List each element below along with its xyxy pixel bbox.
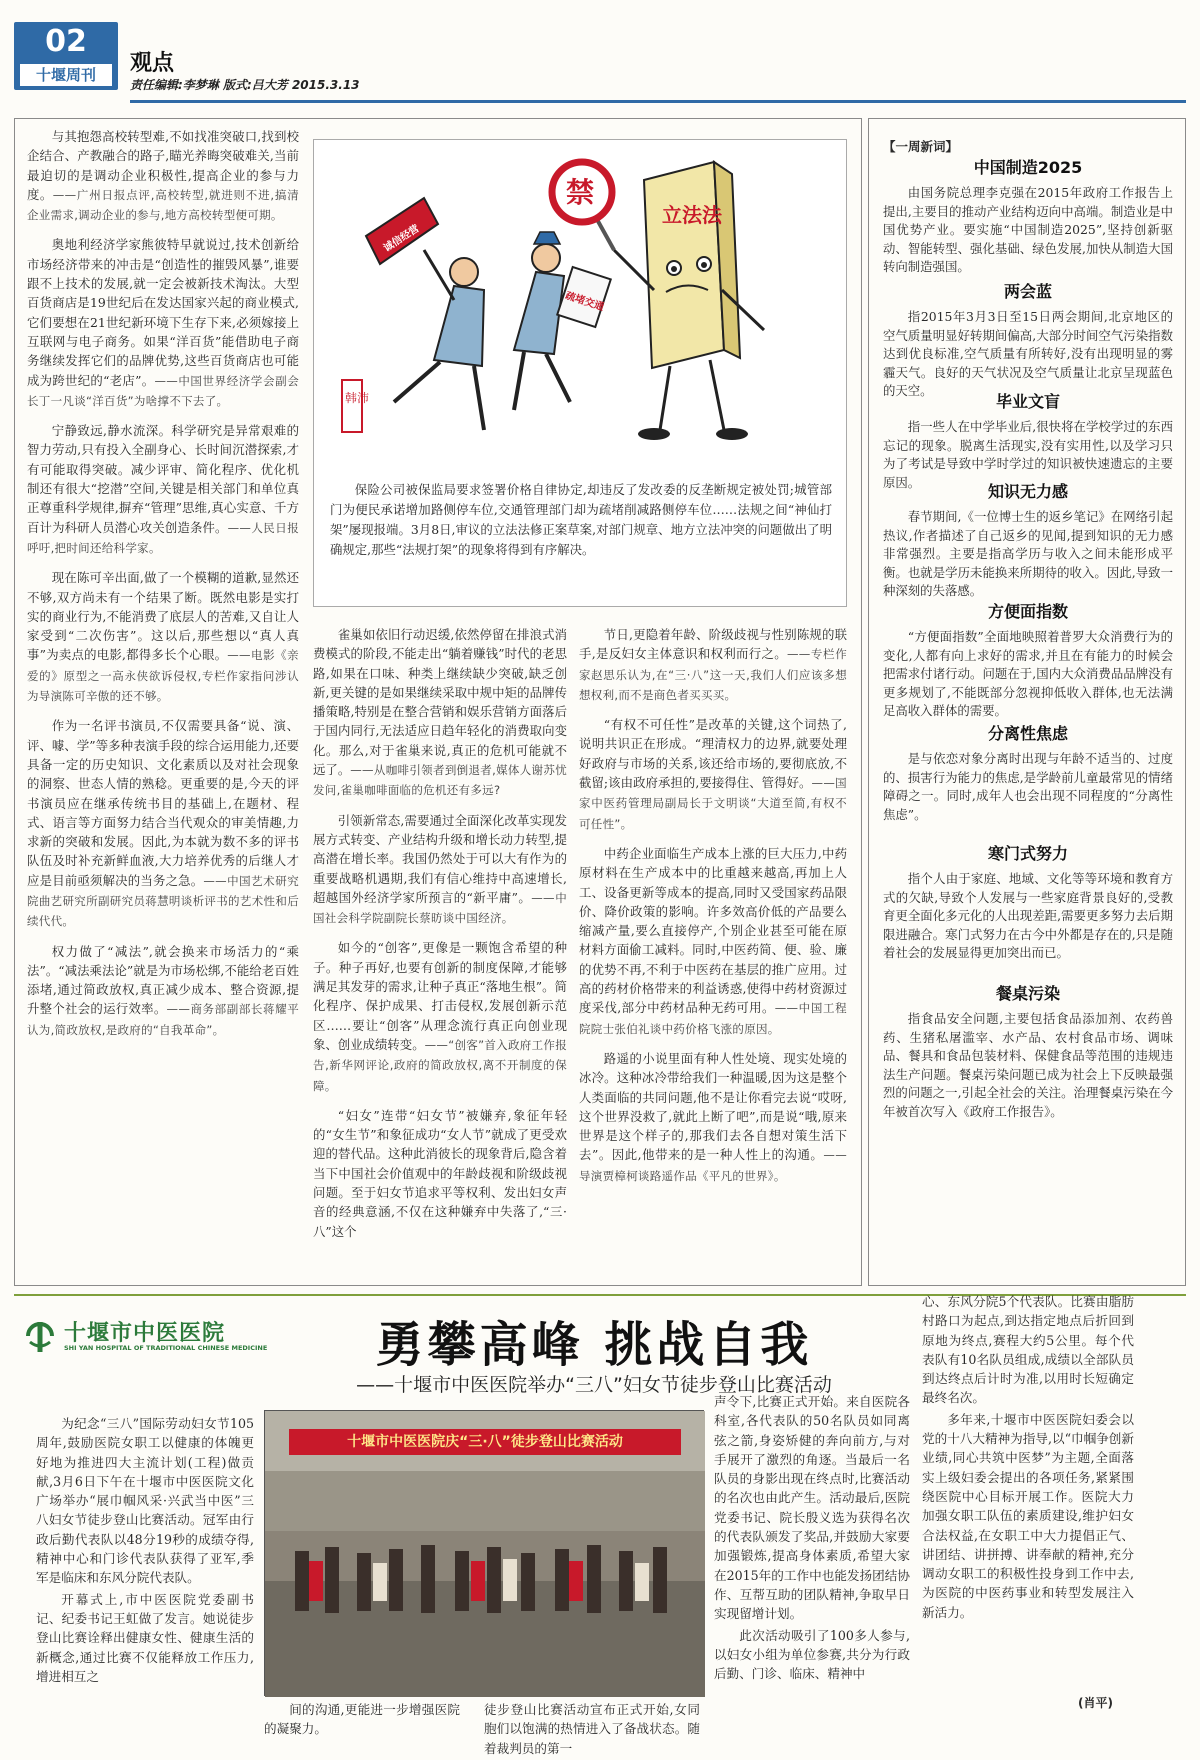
opinion-source: ——电影《亲爱的》原型之一高永侠欲诉侵权,专栏作家指问涉认为导演陈可辛傲的还不够。 (27, 648, 299, 704)
feature-paragraph: 开幕式上,市中医医院党委副书记、纪委书记王虹做了发言。她说徒步登山比赛诠释出健康女性、健康生活的新概念,通过比赛不仅能释放工作压力,增进相互之 (36, 1591, 254, 1684)
opinion-paragraph (579, 844, 847, 1039)
opinion-source: ——从咖啡引领者到倒退者,媒体人谢苏忧发问,雀巢咖啡面临的危机还有多远? (313, 763, 568, 798)
ban-label: 禁 (566, 176, 595, 209)
opinion-column-2 (313, 625, 567, 1251)
opinion-paragraph (313, 625, 567, 801)
opinion-paragraph (579, 715, 847, 834)
hospital-name: 十堰市中医医院 (64, 1321, 226, 1346)
term-definition: 指一些人在中学毕业后,很快将在学校学过的东西忘记的现象。脱离生活现实,没有实用性,以及学习只为了考试是导致中学时学过的知识被快速遗忘的主要原因。 (883, 419, 1173, 490)
term-title: 毕业文盲 (995, 392, 1060, 411)
opinion-paragraph (313, 1106, 567, 1241)
opinion-text: 奥地利经济学家熊彼特早就说过,技术创新给市场经济带来的冲击是“创造性的摧毁风暴”,谁要跟不上技术的发展,就一定会被新技术淘汰。大型百货商店是19世纪后在发达国家兴起的商业模式,它们要想在21世纪新环境下生存下来,必须嫁接上互联网与电子商务。如果“洋百货”能借助电子商务继续发挥它们的品牌优势,这些百货商店也可能成为跨世纪的“老店”。 (27, 237, 299, 388)
term-entry (883, 279, 1173, 401)
term-definition: 是与依恋对象分离时出现与年龄不适当的、过度的、损害行为能力的焦虑,是学龄前儿童最常见的情绪障碍之一。同时,成年人也会出现不同程度的“分离性焦虑”。 (883, 751, 1173, 822)
opinion-source: ——中国世界经济学会副会长丁一凡谈“洋百货”为啥撑不下去了。 (27, 373, 299, 408)
opinion-source: ——导演贾樟柯谈路遥作品《平凡的世界》。 (579, 1148, 847, 1183)
feature-paragraph: 声令下,比赛正式开始。来自医院各科室,各代表队的50名队员如同离弦之箭,身姿矫健的奔向前方,与对手展开了激烈的角逐。当最后一名队员的身影出现在终点时,比赛活动的名次也由此产生。活动最后,医院党委书记、院长殷义选为获得名次的代表队颁发了奖品,并鼓励大家要加强锻炼,提高身体素质,希望大家在2015年的工作中也能发扬团结协作、互帮互助的团队精神,争取早日实现留增计划。 (714, 1394, 910, 1622)
opinion-text: 雀巢如依旧行动迟缓,依然停留在排浪式消费模式的阶段,不能走出“躺着赚钱”时代的老思路,如果在口味、种类上继续缺少突破,缺乏创新,更关键的是如果继续采取中规中矩的品牌传播策略,特别是在整合营销和娱乐营销方面落后于国内同行,无法适应日趋年轻化的消费取向变化。那么,对于雀巢来说,真正的危机可能就不远了。 (313, 627, 567, 778)
term-title: 寒门式努力 (987, 844, 1068, 863)
opinion-text: 如今的“创客”,更像是一颗饱含希望的种子。种子再好,也要有创新的制度保障,才能够满足其发芽的需求,让种子真正“落地生根”。简化程序、保护成果、打击侵权,发展创新示范区……要让“创客”从理念流行真正向创业现象、创业成绩转变。 (313, 940, 567, 1052)
cartoon-drawing (314, 140, 848, 470)
publication-name: 十堰周刊 (20, 64, 112, 86)
term-definition: 指2015年3月3日至15日两会期间,北京地区的空气质量明显好转期间偏高,大部分时间空气污染指数达到优良标准,空气质量有所转好,没有出现明显的雾霾天气。良好的天气状况及空气质量让北京呈现蓝色的天空。 (883, 309, 1173, 399)
cartoon-illustration (313, 139, 847, 607)
term-title: 知识无力感 (987, 482, 1068, 501)
term-title: 餐桌污染 (995, 984, 1060, 1003)
term-title: 两会蓝 (1003, 282, 1052, 301)
opinion-text: 引领新常态,需要通过全面深化改革实现发展方式转变、产业结构升级和增长动力转型,提高潜在增长率。我国仍然处于可以大有作为的重要战略机遇期,我们有信心维持中高速增长,超越国外经济学家所预言的“新平庸”。 (313, 812, 567, 905)
feature-paragraph: 此次活动吸引了100多人参与,以妇女小组为单位参赛,共分为行政后勤、门诊、临床、精神中 (714, 1627, 910, 1682)
event-photo (264, 1410, 704, 1696)
opinion-paragraph (313, 811, 567, 929)
term-entry (883, 479, 1173, 601)
opinion-source: ——中国社会科学院副院长蔡昉谈中国经济。 (313, 890, 567, 926)
feature-paragraph: 徒步登山比赛活动宣布正式开始,女同胞们以饱满的热情进入了备战状态。随着裁判员的第一 (484, 1702, 700, 1756)
term-title: 中国制造2025 (973, 158, 1083, 177)
feature-paragraph: 心、东风分院5个代表队。比赛由脂肪村路口为起点,到达指定地点后折回到原地为终点,赛程大约5公里。每个代表队有10名队员组成,成绩以全部队员到达终点后计时为准,以用时长短确定最终名次。 (922, 1294, 1134, 1406)
artist-signature: 韩沛 (345, 391, 370, 405)
traffic-officer-figure (514, 232, 611, 410)
term-entry (883, 155, 1173, 277)
book-label: 立法法 (662, 203, 722, 227)
feature-column-5 (922, 1292, 1134, 1624)
artist-seal (342, 380, 362, 432)
feature-subheadline: ——十堰市中医医院举办“三八”妇女节徒步登山比赛活动 (356, 1374, 832, 1396)
photo-banner: 十堰市中医医院庆“三·八”徒步登山比赛活动 (289, 1429, 681, 1455)
sidebar-tag: 【一周新词】 (883, 139, 959, 154)
opinion-paragraph (27, 127, 299, 225)
opinion-text: 现在陈可辛出面,做了一个模糊的道歉,显然还不够,双方尚未有一个结果了断。既然电影是实打实的商业行为,不能消费了底层人的苦难,又自让人家受到“二次伤害”。这以后,那些想以“真人真事”为卖点的电影,都得多长个心眼。 (27, 570, 299, 663)
opinion-column-3 (579, 625, 847, 1196)
feature-column-4 (714, 1392, 910, 1685)
feature-paragraph: 间的沟通,更能进一步增强医院的凝聚力。 (264, 1702, 460, 1737)
feature-column-1 (36, 1414, 254, 1688)
opinion-text: 路遥的小说里面有种人性处境、现实处境的冰冷。这种冰冷带给我们一种温暖,因为这是整个人类面临的共同问题,他不是让你看完去说“哎呀,这个世界没救了,就此上断了吧”,而是说“哦,原来世界是这个样子的,那我们去各自想对策生活下去”。因此,他带来的是一种人性上的沟通。 (579, 1050, 847, 1163)
opinion-paragraph (27, 421, 299, 558)
opinion-source: ——中国艺术研究院曲艺研究所副研究员蒋慧明谈析评书的艺术性和后续代代。 (27, 873, 299, 929)
opinion-text: 中药企业面临生产成本上涨的巨大压力,中药原材料在生产成本中的比重越来越高,再加上人工、设备更新等成本的提高,同时又受国家药品限价、降价政策的影响。许多效高价低的产品要么缩减产量,要么直接停产,个别企业甚至可能在原材料方面偷工减料。同时,中医药简、便、验、廉的优势不再,不利于中医药在基层的推广应用。过高的药材价格带来的利益诱惑,使得中药材资源过度采伐,部分中药材品种无药可用。 (579, 845, 847, 1016)
new-words-sidebar (868, 118, 1186, 1286)
hospital-feature (14, 1294, 1186, 1756)
term-definition: 由国务院总理李克强在2015年政府工作报告上提出,主要目的推动产业结构迈向中高端。制造业是中国优势产业。要实施“中国制造2025”,坚持创新驱动、智能转型、强化基础、绿色发展,加快从制造大国转向制造强国。 (883, 185, 1173, 275)
opinion-panel (14, 118, 862, 1286)
hospital-name-en: SHI YAN HOSPITAL OF TRADITIONAL CHINESE MEDICINE (64, 1344, 268, 1352)
opinion-paragraph (27, 235, 299, 411)
opinion-text: 权力做了“减法”,就会换来市场活力的“乘法”。“减法乘法论”就是为市场松绑,不能给老百姓添堵,通过简政放权,真正减少成本、整合资源,提升整个社会的运行效率。 (27, 943, 299, 1017)
opinion-paragraph (27, 716, 299, 931)
opinion-paragraph (313, 938, 567, 1095)
opinion-source: ——商务部副部长蒋耀平认为,简政放权,是政府的“自我革命”。 (27, 1002, 299, 1037)
opinion-text: 节日,更隐着年龄、阶级歧视与性别陈规的联手,是反妇女主体意识和权利而行之。 (579, 627, 847, 662)
term-title: 分离性焦虑 (987, 724, 1068, 743)
term-entry (883, 981, 1173, 1122)
opinion-source: ——国家中医药管理局副局长于文明谈“大道至简,有权不可任性”。 (579, 776, 847, 831)
feature-headline: 勇攀高峰 挑战自我 (375, 1317, 813, 1373)
editor-line: 责任编辑:李梦琳 版式:吕大芳 2015.3.13 (130, 78, 360, 92)
opinion-text: 与其抱怨高校转型难,不如找准突破口,找到校企结合、产教融合的路子,瞄光养晦突破难关,当前最迫切的是调动企业积极性,提高企业的参与力度。 (27, 129, 299, 202)
opinion-paragraph (27, 942, 299, 1040)
term-entry (883, 389, 1173, 492)
term-entry (883, 841, 1173, 963)
folder-label: 疏堵交通 (563, 290, 606, 314)
term-title: 方便面指数 (987, 602, 1068, 621)
term-definition: 指食品安全问题,主要包括食品添加剂、农药兽药、生猪私屠滥宰、水产品、农村食品市场、调味品、餐具和食品包装材料、保健食品等范围的违规违法生产问题。餐桌污染问题已成为社会上下反映最强烈的问题之一,引起全社会的关注。治理餐桌污染在今年被首次写入《政府工作报告》。 (883, 1011, 1173, 1119)
insurer-figure (366, 198, 484, 430)
feature-column-3 (484, 1700, 700, 1760)
opinion-text: “妇女”连带“妇女节”被嫌弃,象征年轻的“女生节”和象征成功“女人节”就成了更受欢迎的替代品。这种此消彼长的现象背后,隐含着当下中国社会价值观中的年龄歧视和阶级歧视问题。至于妇女节追求平等权利、发出妇女声音的经典意涵,不仅在这种嫌弃中失落了,“三·八”这个 (313, 1107, 567, 1239)
term-definition: 春节期间,《一位博士生的返乡笔记》在网络引起热议,作者描述了自己返乡的见闻,提到知识的无力感非常强烈。主要是指高学历与收入之间未能形成平衡。也就是学历未能换来所期待的收入。因此,导致一种深刻的失落感。 (883, 509, 1173, 599)
section-title: 观点 (130, 51, 175, 76)
lawbook-figure (614, 162, 764, 440)
opinion-paragraph (27, 568, 299, 706)
megaphone-label: 诚信经营 (381, 223, 422, 255)
opinion-paragraph (579, 625, 847, 705)
ban-sign (552, 162, 614, 250)
opinion-source: ——人民日报呼吁,把时间还给科学家。 (27, 520, 299, 555)
opinion-source: ——专栏作家赵思乐认为,在“三·八”这一天,我们人们应该多想想权利,而不是商色者买买买。 (579, 647, 847, 702)
header-rule (130, 100, 1186, 103)
author-byline: (肖平) (1078, 1696, 1113, 1710)
opinion-source: ——中国工程院院士张伯礼谈中药价格飞涨的原因。 (579, 1001, 847, 1036)
hospital-logo (20, 1314, 270, 1360)
opinion-paragraph (579, 1049, 847, 1186)
term-entry (883, 599, 1173, 721)
cartoon-caption: 保险公司被保监局要求签署价格自律协定,却违反了发改委的反垄断规定被处罚;城管部门为便民承诺增加路侧停车位,交通管理部门却为疏堵削减路侧停车位……法规之间“神仙打架”屡现报端。3月8日,审议的立法法修正案草案,对部门规章、地方立法冲突的问题做出了明确规定,那些“法规打架”的现象将得到有序解决。 (330, 482, 832, 557)
term-entry (883, 721, 1173, 824)
opinion-source: ——广州日报点评,高校转型,就进则不进,搞清企业需求,调动企业的参与,地方高校转型便可期。 (27, 187, 299, 223)
page-badge (14, 22, 118, 90)
page-header (14, 14, 1186, 94)
hospital-emblem-icon (20, 1316, 60, 1356)
feature-column-2 (264, 1700, 460, 1741)
opinion-source: ——“创客”首入政府工作报告,新华网评论,政府的简政放权,离不开制度的保障。 (313, 1037, 567, 1093)
term-definition: “方便面指数”全面地映照着普罗大众消费行为的变化,人都有向上求好的需求,并且在有能力的时候会把需求付诸行动。问题在于,国内大众消费品品牌没有更多规划了,不能既部分忽视抑低收入群体,也无法满足高收入群体的需要。 (883, 629, 1173, 719)
opinion-text: “有权不可任性”是改革的关键,这个词热了,说明共识正在形成。“理清权力的边界,就要处理好政府与市场的关系,该还给市场的,要彻底放,不截留;该由政府承担的,要接得住、管得好。 (579, 717, 847, 791)
opinion-text: 宁静致远,静水流深。科学研究是异常艰难的智力劳动,只有投入全副身心、长时间沉潜探索,才有可能取得突破。减少评审、简化程序、优化机制还有很大“挖潜”空间,关键是相关部门和单位真正尊重科学规律,摒弃“管理”思维,真心实意、千方百计为科研人员潜心攻关创造条件。 (27, 423, 299, 535)
term-definition: 指个人由于家庭、地域、文化等等环境和教育方式的欠缺,导致个人发展与一些家庭背景良好的,受教育更全面化多元化的人出现差距,需要更多努力去后期限进融合。寒门式努力在古今中外都是存在的,只是随着社会的发展显得更加突出而已。 (883, 871, 1173, 961)
opinion-text: 作为一名评书演员,不仅需要具备“说、演、评、噱、学”等多种表演手段的综合运用能力,还要具备一定的历史知识、文化素质以及对社会现象的洞察、世态人情的熟稔。更重要的是,今天的评书演员应在继承传统书目的基础上,在题材、程式、语言等方面努力结合当代观众的审美情趣,力求新的突破和发展。因此,为本就为数不多的评书队伍及时补充新鲜血液,大力培养优秀的后继人才应是目前亟须解决的当务之急。 (27, 718, 299, 888)
opinion-column-1 (27, 127, 299, 1050)
feature-paragraph: 多年来,十堰市中医医院妇委会以党的十八大精神为指导,以“巾帼争创新业绩,同心共筑中医梦”为主题,全面落实上级妇委会提出的各项任务,紧紧围绕医院中心目标开展工作。医院大力加强女职工队伍的素质建设,维护妇女合法权益,在女职工中大力提倡正气、讲团结、讲拼搏、讲奉献的精神,充分调动女职工的积极性投身到工作中去,为医院的中医药事业和转型发展注入新活力。 (922, 1411, 1134, 1620)
page-number: 02 (45, 24, 87, 59)
feature-paragraph: 为纪念“三八”国际劳动妇女节105周年,鼓励医院女职工以健康的体魄更好地为推进四大主流计划(工程)做贡献,3月6日下午在十堰市中医医院文化广场举办“展巾帼风采·兴武当中医”三八妇女节徒步登山比赛活动。冠军由行政后勤代表队以48分19秒的成绩夺得,精神中心和门诊代表队获得了亚军,季军是临床和东风分院代表队。 (36, 1416, 254, 1586)
